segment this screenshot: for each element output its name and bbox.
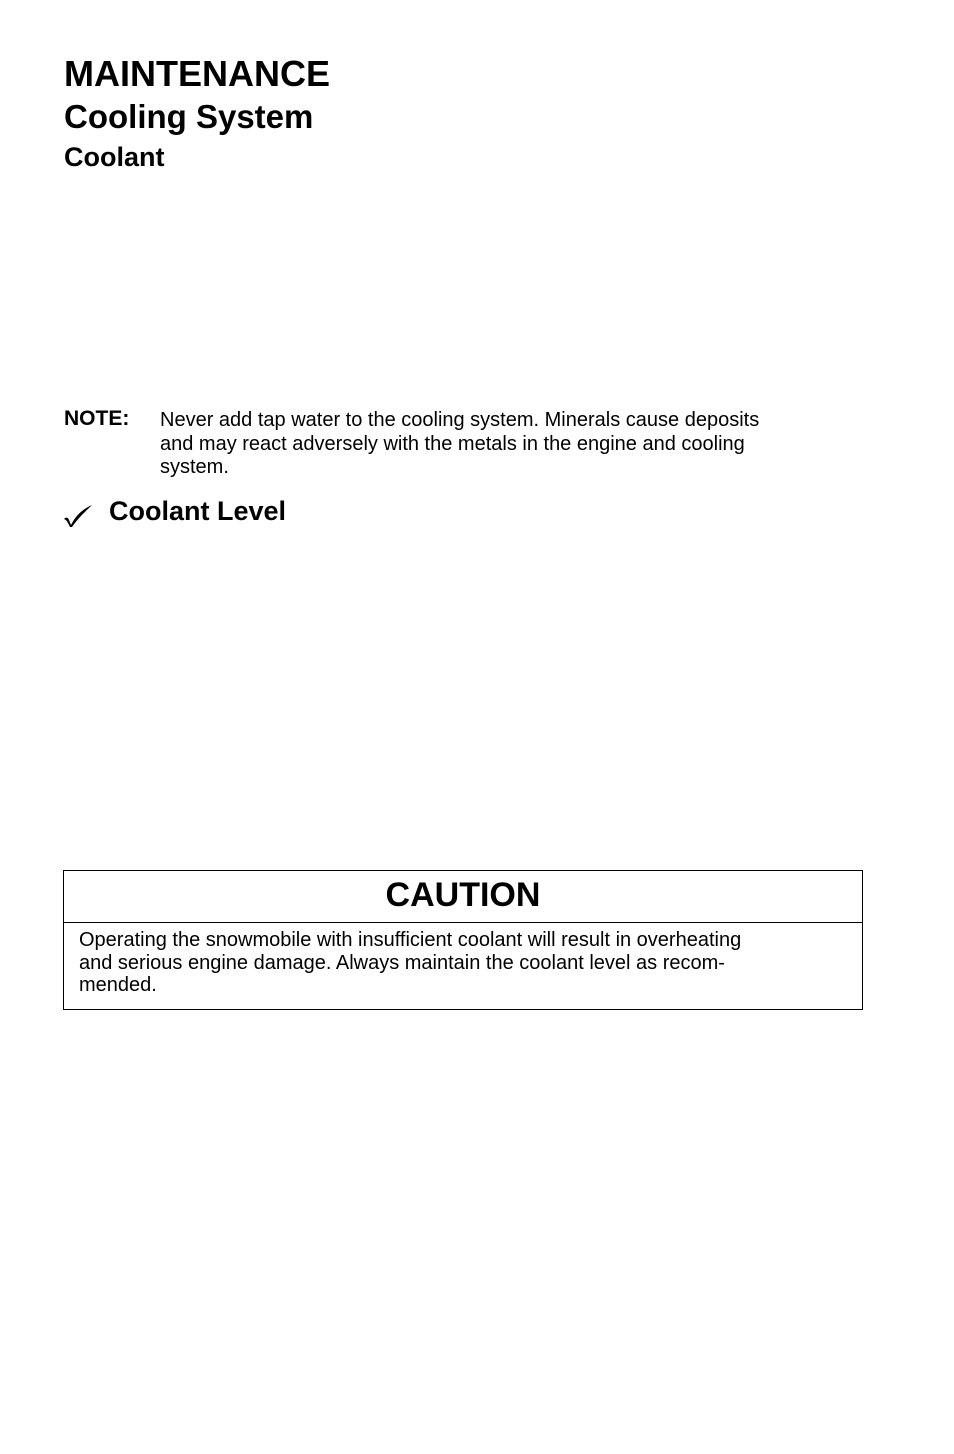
coolant-level-heading: Coolant Level [109, 496, 287, 526]
caution-line: and serious engine damage. Always maintain the coolant level as recom- [79, 951, 725, 974]
caution-line: Operating the snowmobile with insufficient coolant will result in overheating [79, 929, 742, 951]
caution-box [63, 870, 863, 1010]
note-line: system. [160, 456, 229, 478]
subsection-title: Cooling System [64, 98, 314, 135]
caution-text [64, 923, 862, 997]
note-line: Never add tap water to the cooling system. Minerals cause deposits [160, 409, 760, 431]
note-line: and may react adversely with the metals in the engine and cooling [160, 432, 745, 455]
caution-line: mended. [79, 974, 157, 996]
topic-title: Coolant [64, 142, 165, 172]
note-text [160, 409, 860, 480]
caution-title: CAUTION [64, 871, 862, 923]
checkmark-icon [62, 503, 94, 527]
section-title: MAINTENANCE [64, 53, 330, 94]
note-label: NOTE: [64, 407, 130, 430]
